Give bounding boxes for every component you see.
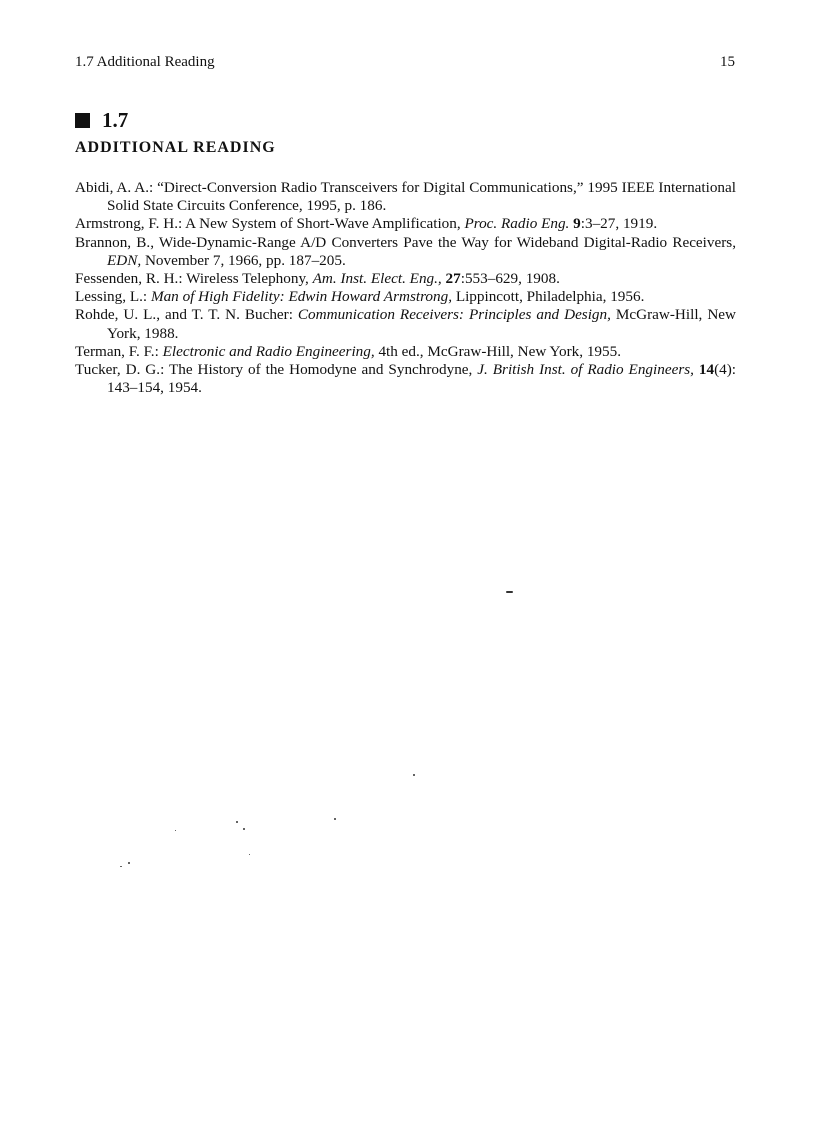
reference-item (75, 270, 736, 288)
reference-details: :3–27, 1919. (580, 215, 658, 233)
scan-speck (236, 821, 238, 823)
reference-item (75, 215, 736, 233)
square-bullet-icon (75, 113, 90, 128)
reference-item (75, 234, 736, 270)
page-number: 15 (720, 54, 735, 70)
reference-title: Wireless Telephony, (186, 270, 313, 288)
reference-authors: Brannon, B., (75, 233, 159, 251)
reference-item (75, 343, 736, 361)
scan-speck (249, 854, 250, 855)
running-head-section: 1.7 Additional Reading (75, 54, 215, 70)
reference-venue: Proc. Radio Eng. (464, 215, 570, 233)
scan-speck (413, 774, 415, 776)
reference-details: 4th ed., McGraw-Hill, New York, 1955. (374, 342, 622, 360)
reference-item (75, 179, 736, 215)
scan-speck (243, 828, 245, 830)
reference-title: The History of the Homodyne and Synchrodyne, (168, 361, 478, 379)
reference-authors: Lessing, L.: (75, 288, 151, 306)
reference-venue: EDN, (107, 251, 142, 269)
reference-venue: Am. Inst. Elect. Eng., (312, 270, 442, 288)
section-title: ADDITIONAL READING (75, 139, 276, 156)
reference-title: A New System of Short-Wave Amplification, (185, 215, 465, 233)
reference-authors: Rohde, U. L., and T. T. N. Bucher: (75, 306, 298, 324)
reference-details: :553–629, 1908. (460, 270, 560, 288)
reference-authors: Fessenden, R. H.: (75, 270, 187, 288)
section-number: 1.7 (102, 108, 129, 132)
reference-title: Wide-Dynamic-Range A/D Converters Pave the Way for Wideband Digital-Radio Receivers, (158, 233, 736, 251)
reference-venue: Man of High Fidelity: Edwin Howard Armstrong, (150, 288, 453, 306)
reference-venue: Communication Receivers: Principles and Design, (297, 306, 611, 324)
reference-volume: 9 (569, 215, 581, 233)
scan-speck (175, 830, 176, 831)
reference-details: McGraw-Hill, New York, 1988. (107, 306, 736, 342)
reference-title: “Direct-Conversion Radio Transceivers for Digital Communications,” 1995 IEEE International Solid State Circuits Conference, 1995, p. 186. (107, 179, 736, 215)
reference-venue: J. British Inst. of Radio Engineers, (477, 361, 694, 379)
scan-speck (334, 818, 336, 820)
reference-authors: Armstrong, F. H.: (75, 215, 186, 233)
section-heading (75, 108, 276, 158)
reference-venue: Electronic and Radio Engineering, (162, 342, 375, 360)
reference-details: Lippincott, Philadelphia, 1956. (452, 288, 645, 306)
scan-speck (120, 866, 122, 867)
reference-details: (4): 143–154, 1954. (107, 361, 737, 397)
reference-item (75, 361, 736, 397)
reference-volume: 14 (693, 361, 715, 379)
reference-item (75, 306, 736, 342)
reference-item (75, 288, 736, 306)
reference-authors: Tucker, D. G.: (75, 361, 169, 379)
scan-speck (506, 591, 513, 593)
reference-details: November 7, 1966, pp. 187–205. (141, 251, 346, 269)
reference-list (75, 179, 736, 397)
running-head (75, 53, 735, 71)
reference-authors: Terman, F. F.: (75, 342, 163, 360)
section-number-line (75, 108, 276, 132)
reference-volume: 27 (441, 270, 461, 288)
scan-speck (128, 862, 130, 864)
reference-authors: Abidi, A. A.: (75, 179, 158, 196)
